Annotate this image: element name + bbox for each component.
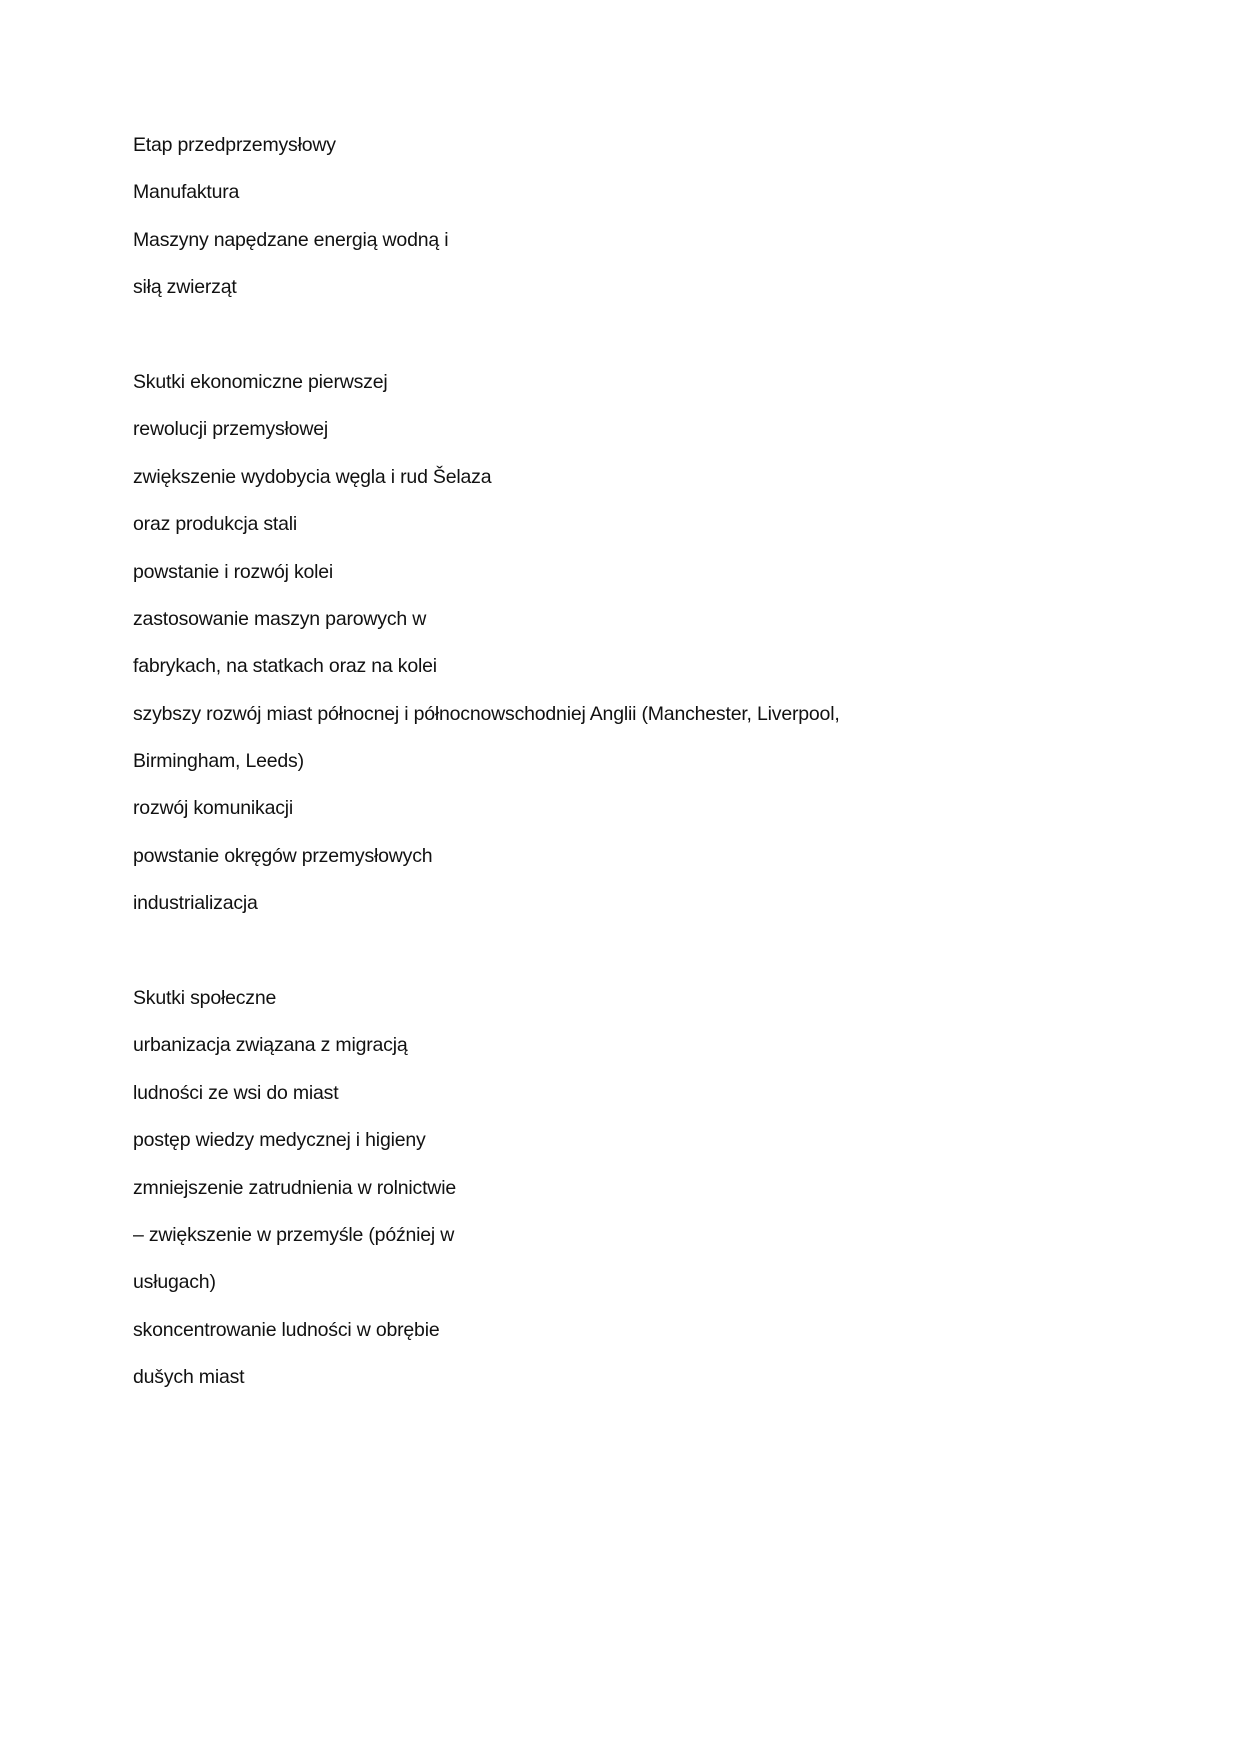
text-line: – zwiększenie w przemyśle (później w — [133, 1223, 455, 1246]
section-heading: Skutki ekonomiczne pierwszej — [133, 370, 388, 393]
text-line: Manufaktura — [133, 181, 240, 204]
text-line: skoncentrowanie ludności w obrębie — [133, 1318, 440, 1341]
blank-line — [133, 312, 1133, 359]
text-line: postęp wiedzy medycznej i higieny — [133, 1129, 426, 1152]
text-line: zmniejszenie zatrudnienia w rolnictwie — [133, 1176, 456, 1199]
text-line: urbanizacja związana z migracją — [133, 1034, 408, 1057]
text-line: dušych miast — [133, 1366, 245, 1389]
text-line: zwiększenie wydobycia węgla i rud Šelaza — [133, 465, 492, 488]
text-line: industrializacja — [133, 892, 258, 915]
section-heading: Etap przedprzemysłowy — [133, 134, 336, 156]
section-skutki-ekonomiczne — [133, 359, 1133, 928]
text-line: usługach) — [133, 1271, 216, 1294]
section-etap-przedprzemyslowy — [133, 122, 1133, 312]
section-skutki-spoleczne — [133, 975, 1133, 1402]
section-heading: Skutki społeczne — [133, 987, 277, 1010]
blank-line — [133, 928, 1133, 975]
text-line: siłą zwierząt — [133, 276, 237, 299]
document-body — [133, 122, 1133, 1402]
text-line: rozwój komunikacji — [133, 797, 294, 820]
text-line: Birmingham, Leeds) — [133, 750, 304, 773]
text-line: powstanie i rozwój kolei — [133, 560, 334, 583]
text-line: oraz produkcja stali — [133, 513, 297, 536]
text-line: fabrykach, na statkach oraz na kolei — [133, 655, 437, 678]
text-line: powstanie okręgów przemysłowych — [133, 844, 433, 867]
text-line: ludności ze wsi do miast — [133, 1081, 339, 1104]
text-line: zastosowanie maszyn parowych w — [133, 607, 427, 630]
section-heading-continued: rewolucji przemysłowej — [133, 418, 328, 441]
text-line: szybszy rozwój miast północnej i północnowschodniej Anglii (Manchester, Liverpool, — [133, 702, 840, 725]
text-line: Maszyny napędzane energią wodną i — [133, 228, 449, 251]
